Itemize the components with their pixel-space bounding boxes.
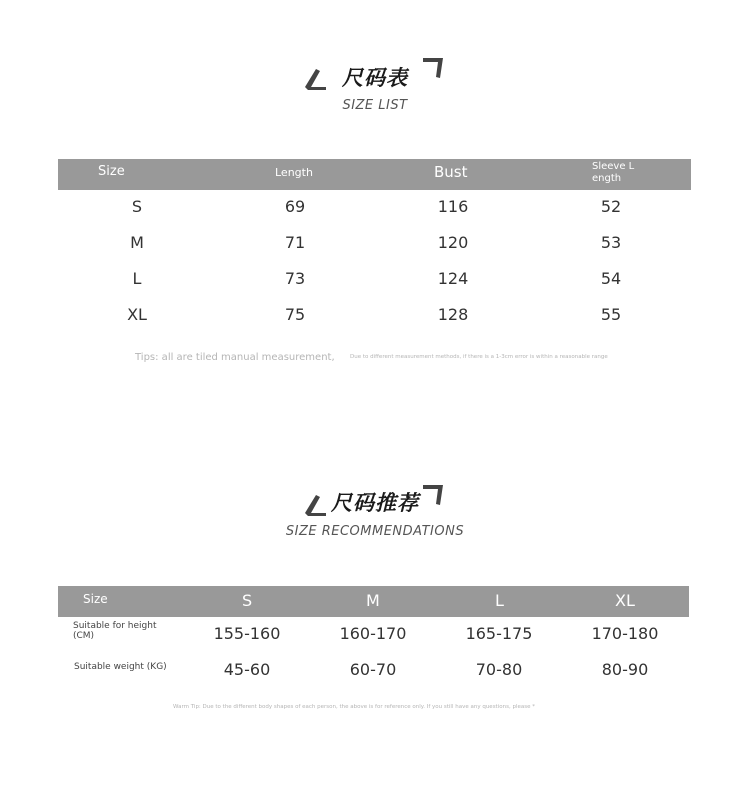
- height-cell: 165-175: [465, 624, 533, 643]
- size-recommend-header: [58, 586, 689, 617]
- bust-cell: 128: [437, 305, 469, 324]
- bust-cell: 116: [437, 197, 469, 216]
- size-list-title-cn: 尺码表: [342, 66, 408, 90]
- header-sleeve-line2: ength: [592, 173, 622, 184]
- height-cell: 170-180: [591, 624, 659, 643]
- size-recommend-tip: Warm Tip: Due to the different body shapes of each person, the above is for reference only. If you still have any questions, please *: [173, 704, 535, 710]
- size-list-header: [58, 159, 691, 190]
- height-cell: 155-160: [213, 624, 281, 643]
- size-list-tip: Tips: all are tiled manual measurement,: [135, 352, 335, 363]
- right-swoosh-decoration: [421, 483, 445, 507]
- length-cell: 69: [284, 197, 306, 216]
- header-m: M: [366, 591, 380, 610]
- size-cell: L: [132, 269, 142, 288]
- header-s: S: [242, 591, 253, 610]
- weight-cell: 70-80: [475, 660, 523, 679]
- weight-cell: 80-90: [601, 660, 649, 679]
- header-xl: XL: [615, 591, 635, 610]
- bust-cell: 120: [437, 233, 469, 252]
- weight-cell: 60-70: [349, 660, 397, 679]
- length-cell: 75: [284, 305, 306, 324]
- length-cell: 71: [284, 233, 306, 252]
- height-row-label: Suitable for height: [73, 621, 157, 631]
- size-cell: S: [131, 197, 143, 216]
- length-cell: 73: [284, 269, 306, 288]
- right-swoosh-decoration: [421, 56, 445, 80]
- height-row-unit: (CM): [73, 631, 95, 641]
- size-recommend-title-cn: 尺码推荐: [331, 491, 419, 515]
- weight-row-label: Suitable weight (KG): [74, 662, 167, 672]
- size-cell: XL: [127, 305, 147, 324]
- header-size: Size: [83, 592, 108, 606]
- bust-cell: 124: [437, 269, 469, 288]
- sleeve-cell: 55: [600, 305, 622, 324]
- sleeve-cell: 53: [600, 233, 622, 252]
- sleeve-cell: 54: [600, 269, 622, 288]
- size-recommend-title-en: SIZE RECOMMENDATIONS: [285, 524, 465, 539]
- header-size: Size: [98, 164, 125, 179]
- header-length: Length: [275, 166, 313, 179]
- header-l: L: [495, 591, 504, 610]
- sleeve-cell: 52: [600, 197, 622, 216]
- height-cell: 160-170: [339, 624, 407, 643]
- header-sleeve-line1: Sleeve L: [592, 161, 635, 172]
- weight-cell: 45-60: [223, 660, 271, 679]
- header-bust: Bust: [434, 163, 468, 181]
- size-list-title-en: SIZE LIST: [342, 98, 408, 113]
- size-cell: M: [130, 233, 144, 252]
- size-list-tip-small: Due to different measurement methods, if there is a 1-3cm error is within a reasonable range: [350, 354, 608, 360]
